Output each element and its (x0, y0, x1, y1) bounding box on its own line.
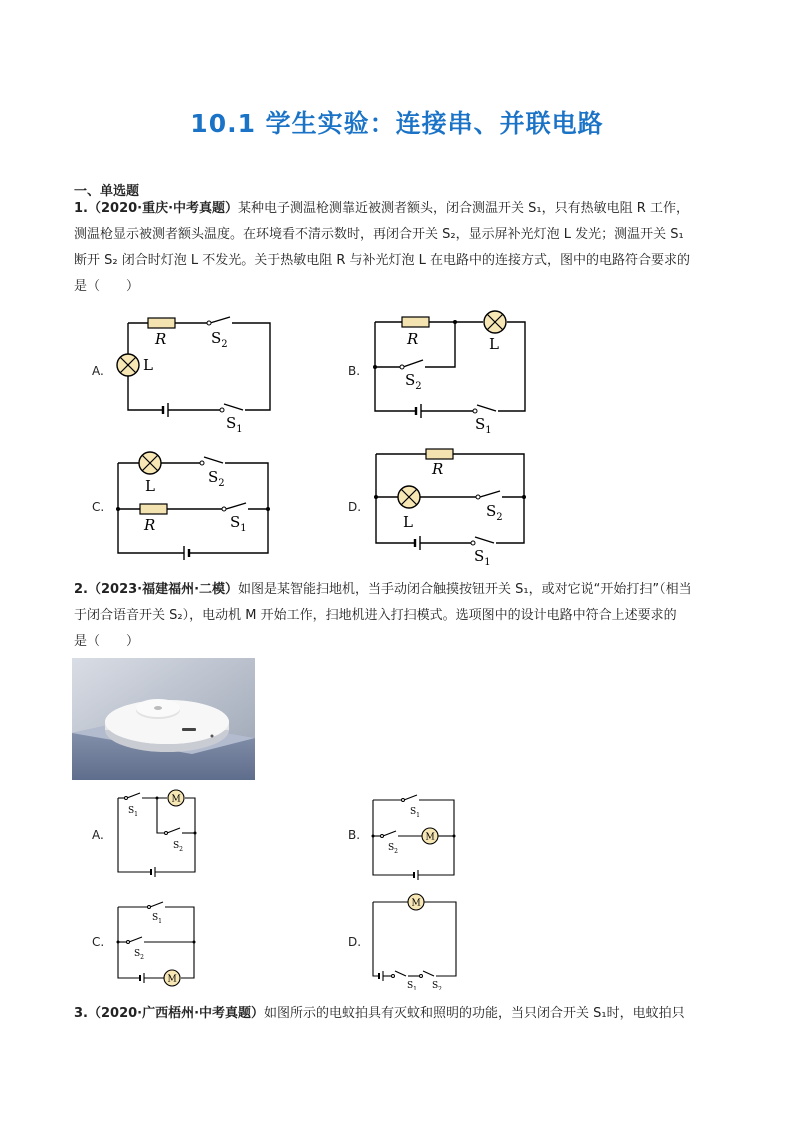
label-s2: $S_2$ (208, 468, 225, 489)
q2-option-a-label[interactable]: A. (92, 828, 104, 842)
q1-line3: 断开 S₂ 闭合时灯泡 L 不发光。关于热敏电阻 R 与补光灯泡 L 在电路中的连接方式，图中的电路符合要求的 (74, 253, 691, 268)
label-s1: $S_1$ (474, 547, 491, 568)
q1-source: 1.（2020·重庆·中考真题） (74, 201, 239, 216)
label-s2: $S_2$ (388, 843, 398, 855)
q1-circuit-b (365, 305, 545, 435)
resistor-r (402, 317, 429, 327)
q2-circuit-d (368, 890, 463, 990)
q2-line1: 如图是某智能扫地机，当手动闭合触摸按钮开关 S₁，或对它说“开始打扫”（相当 (238, 582, 692, 597)
label-s1: $S_1$ (226, 414, 243, 435)
q1-option-b-label[interactable]: B. (348, 364, 361, 378)
lamp-l (398, 486, 420, 508)
label-s2: $S_2$ (173, 841, 183, 853)
label-s2: $S_2$ (405, 371, 422, 392)
q1-line2: 测温枪显示被测者额头温度。在环境看不清示数时，再闭合开关 S₂，显示屏补光灯泡 L 发光；测温开关 S₁ (74, 227, 684, 242)
q3-source: 3.（2020·广西梧州·中考真题） (74, 1006, 265, 1021)
q2-circuit-c (114, 900, 204, 990)
label-s1: $S_1$ (407, 981, 417, 990)
label-s1: $S_1$ (230, 513, 247, 534)
svg-text:M: M (411, 898, 421, 909)
question-3 (74, 1001, 724, 1027)
motor-m (164, 970, 180, 986)
q1-circuit-a (110, 310, 290, 435)
label-r: R (155, 330, 167, 348)
q2-option-d-label[interactable]: D. (348, 935, 362, 949)
label-s1: $S_1$ (475, 415, 492, 435)
q2-source: 2.（2023·福建福州·二模） (74, 582, 239, 597)
motor-m (422, 828, 438, 844)
lamp-l (139, 452, 161, 474)
question-2 (74, 577, 724, 655)
label-r: R (432, 460, 444, 478)
q1-option-a-label[interactable]: A. (92, 364, 104, 378)
label-s1: $S_1$ (152, 913, 162, 925)
svg-text:M: M (425, 832, 435, 843)
resistor-r (140, 504, 167, 514)
motor-m (408, 894, 424, 910)
resistor-r (426, 449, 453, 459)
resistor-r (148, 318, 175, 328)
q2-circuit-b (368, 792, 463, 884)
label-s1: $S_1$ (410, 807, 420, 819)
lamp-l (117, 354, 139, 376)
label-l: L (403, 513, 413, 531)
label-r: R (407, 330, 419, 348)
label-s2: $S_2$ (486, 502, 503, 523)
label-s2: $S_2$ (432, 981, 442, 990)
q2-line2: 于闭合语音开关 S₂），电动机 M 开始工作，扫地机进入打扫模式。选项图中的设计电路中符合上述要求的 (74, 608, 677, 623)
q2-circuit-a (115, 788, 205, 883)
q1-option-d-label[interactable]: D. (348, 500, 362, 514)
q2-option-b-label[interactable]: B. (348, 828, 361, 842)
q1-circuit-c (110, 448, 290, 568)
q1-circuit-d (368, 445, 548, 570)
q1-line1: 某种电子测温枪测靠近被测者额头，闭合测温开关 S₁，只有热敏电阻 R 工作， (238, 201, 689, 216)
motor-m (168, 790, 184, 806)
label-s1: $S_1$ (128, 806, 138, 818)
q2-option-c-label[interactable]: C. (92, 935, 105, 949)
robot-vacuum-image (72, 658, 255, 780)
page-title: 10.1 学生实验：连接串、并联电路 (190, 109, 604, 138)
question-1 (74, 196, 724, 300)
q2-line3: 是（ ） (74, 634, 140, 649)
label-l: L (143, 356, 153, 374)
q1-option-c-label[interactable]: C. (92, 500, 105, 514)
lamp-l (484, 311, 506, 333)
q1-line4: 是（ ） (74, 279, 140, 294)
q3-line1: 如图所示的电蚊拍具有灭蚊和照明的功能，当只闭合开关 S₁时，电蚊拍只 (264, 1006, 685, 1021)
svg-text:M: M (167, 974, 177, 985)
label-s2: $S_2$ (211, 329, 228, 350)
label-l: L (489, 335, 499, 353)
label-l: L (145, 477, 155, 495)
label-s2: $S_2$ (134, 949, 144, 961)
label-r: R (144, 516, 156, 534)
section-heading: 一、单选题 (74, 184, 140, 199)
svg-text:M: M (171, 794, 181, 805)
